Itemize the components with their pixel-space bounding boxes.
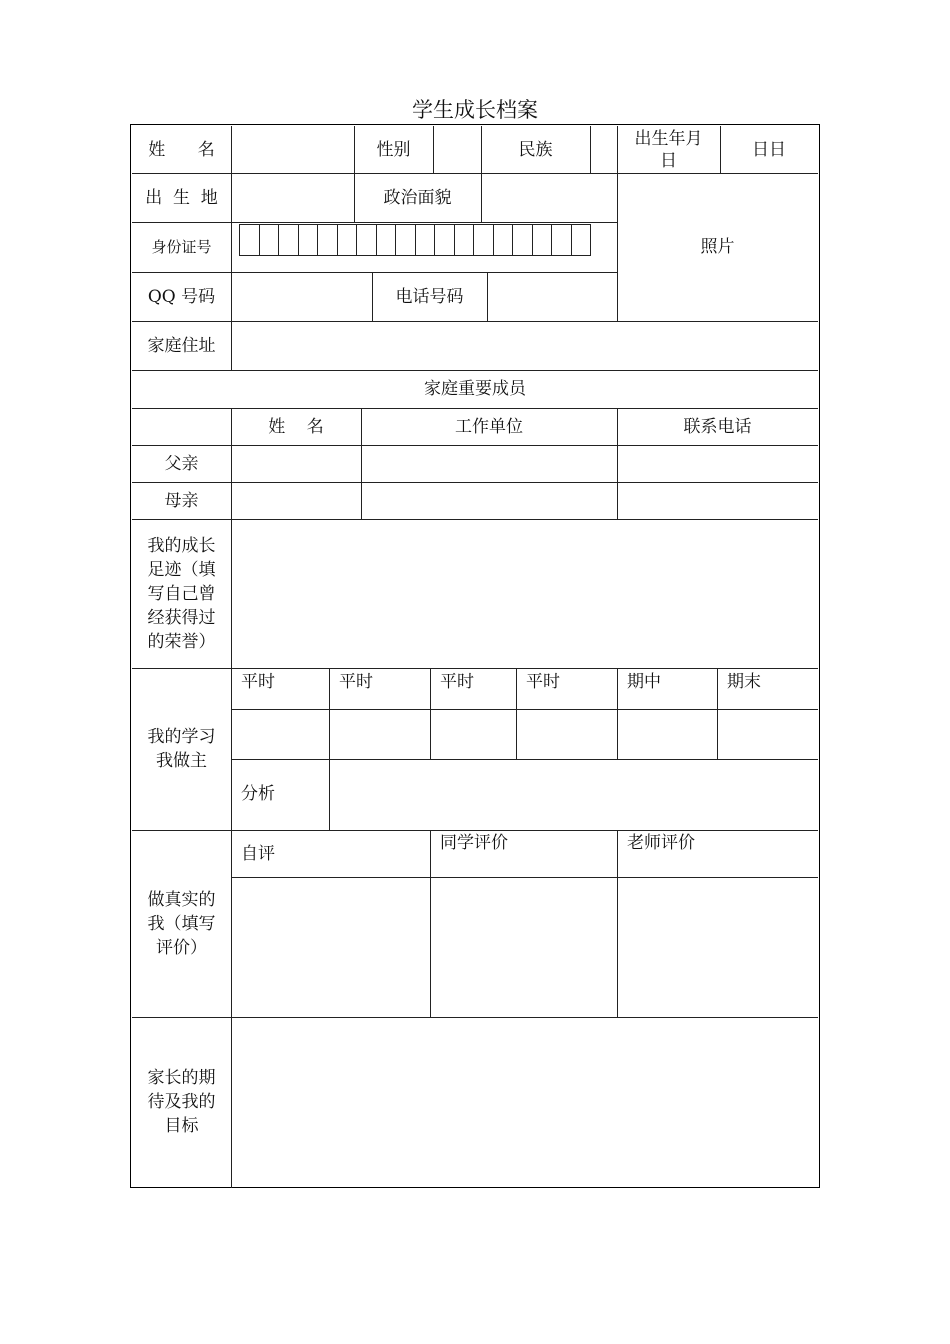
- score-field[interactable]: [431, 710, 516, 759]
- phone-field[interactable]: [488, 272, 617, 321]
- score-col-regular-3: 平时: [440, 672, 474, 692]
- qq-field[interactable]: [232, 272, 372, 321]
- id-digit-box[interactable]: [337, 224, 357, 256]
- id-box-end: [590, 224, 591, 256]
- evaluation-label: 做真实的 我（填写 评价）: [147, 889, 216, 958]
- score-col-midterm: 期中: [627, 672, 661, 692]
- political-status-label: 政治面貌: [383, 187, 452, 208]
- id-digit-box[interactable]: [512, 224, 532, 256]
- gender-label: 性别: [376, 139, 411, 160]
- name-field[interactable]: [232, 126, 354, 173]
- address-field[interactable]: [232, 321, 818, 370]
- ethnicity-field[interactable]: [591, 126, 617, 173]
- id-digit-box[interactable]: [278, 224, 298, 256]
- father-workplace-field[interactable]: [362, 445, 617, 482]
- id-digit-box[interactable]: [317, 224, 337, 256]
- score-field[interactable]: [618, 710, 717, 759]
- growth-footprints-field[interactable]: [232, 519, 818, 668]
- score-col-regular-1: 平时: [241, 672, 275, 692]
- analysis-label: 分析: [241, 784, 275, 804]
- teacher-evaluation-label: 老师评价: [627, 833, 695, 853]
- score-field[interactable]: [718, 710, 818, 759]
- mother-workplace-field[interactable]: [362, 482, 617, 519]
- photo-area[interactable]: 照片: [700, 237, 735, 257]
- id-digit-box[interactable]: [298, 224, 318, 256]
- peer-evaluation-field[interactable]: [431, 878, 617, 1017]
- score-field[interactable]: [517, 710, 617, 759]
- political-status-field[interactable]: [482, 173, 617, 222]
- peer-evaluation-label: 同学评价: [440, 833, 508, 853]
- growth-footprints-label: 我的成长 足迹（填 写自己曾 经获得过 的荣誉）: [147, 535, 216, 652]
- row-divider: [132, 668, 818, 669]
- birthplace-field[interactable]: [232, 173, 354, 222]
- id-digit-box[interactable]: [356, 224, 376, 256]
- father-label: 父亲: [164, 453, 199, 474]
- mother-phone-field[interactable]: [618, 482, 818, 519]
- self-evaluation-label: 自评: [241, 844, 275, 864]
- id-digit-box[interactable]: [239, 224, 259, 256]
- score-field[interactable]: [330, 710, 430, 759]
- id-digit-box[interactable]: [551, 224, 571, 256]
- score-col-final: 期末: [727, 672, 761, 692]
- family-col-name: 姓 名: [268, 416, 324, 437]
- id-number-label: 身份证号: [151, 238, 212, 256]
- id-digit-box[interactable]: [376, 224, 396, 256]
- parents-expectation-label: 家长的期 待及我的 目标: [147, 1067, 216, 1136]
- id-digit-box[interactable]: [532, 224, 552, 256]
- mother-name-field[interactable]: [232, 482, 361, 519]
- parents-expectation-field[interactable]: [232, 1017, 818, 1186]
- id-digit-box[interactable]: [259, 224, 279, 256]
- gender-field[interactable]: [434, 126, 481, 173]
- id-digit-box[interactable]: [473, 224, 493, 256]
- page-title: 学生成长档案: [412, 98, 538, 122]
- self-evaluation-field[interactable]: [232, 878, 430, 1017]
- id-digit-box[interactable]: [493, 224, 513, 256]
- analysis-field[interactable]: [330, 760, 818, 830]
- score-col-regular-2: 平时: [339, 672, 373, 692]
- id-digit-box[interactable]: [395, 224, 415, 256]
- phone-label: 电话号码: [395, 286, 464, 307]
- birth-date-value[interactable]: 日日: [752, 139, 786, 160]
- id-digit-box[interactable]: [415, 224, 435, 256]
- ethnicity-label: 民族: [518, 139, 553, 160]
- study-label: 我的学习 我做主: [147, 727, 216, 771]
- id-digit-box[interactable]: [571, 224, 591, 256]
- mother-label: 母亲: [164, 490, 199, 511]
- id-digit-box[interactable]: [454, 224, 474, 256]
- score-field[interactable]: [232, 710, 329, 759]
- id-digit-box[interactable]: [434, 224, 454, 256]
- family-members-header: 家庭重要成员: [424, 379, 526, 399]
- birthplace-label: 出 生 地: [145, 187, 218, 208]
- teacher-evaluation-field[interactable]: [618, 878, 818, 1017]
- family-col-workplace: 工作单位: [455, 416, 523, 437]
- name-label: 姓 名: [148, 139, 215, 160]
- father-phone-field[interactable]: [618, 445, 818, 482]
- score-col-regular-4: 平时: [526, 672, 560, 692]
- birth-date-label: 出生年月 日: [634, 128, 703, 171]
- father-name-field[interactable]: [232, 445, 361, 482]
- address-label: 家庭住址: [147, 335, 216, 356]
- family-col-phone: 联系电话: [683, 416, 752, 437]
- qq-label: QQ 号码: [147, 286, 216, 307]
